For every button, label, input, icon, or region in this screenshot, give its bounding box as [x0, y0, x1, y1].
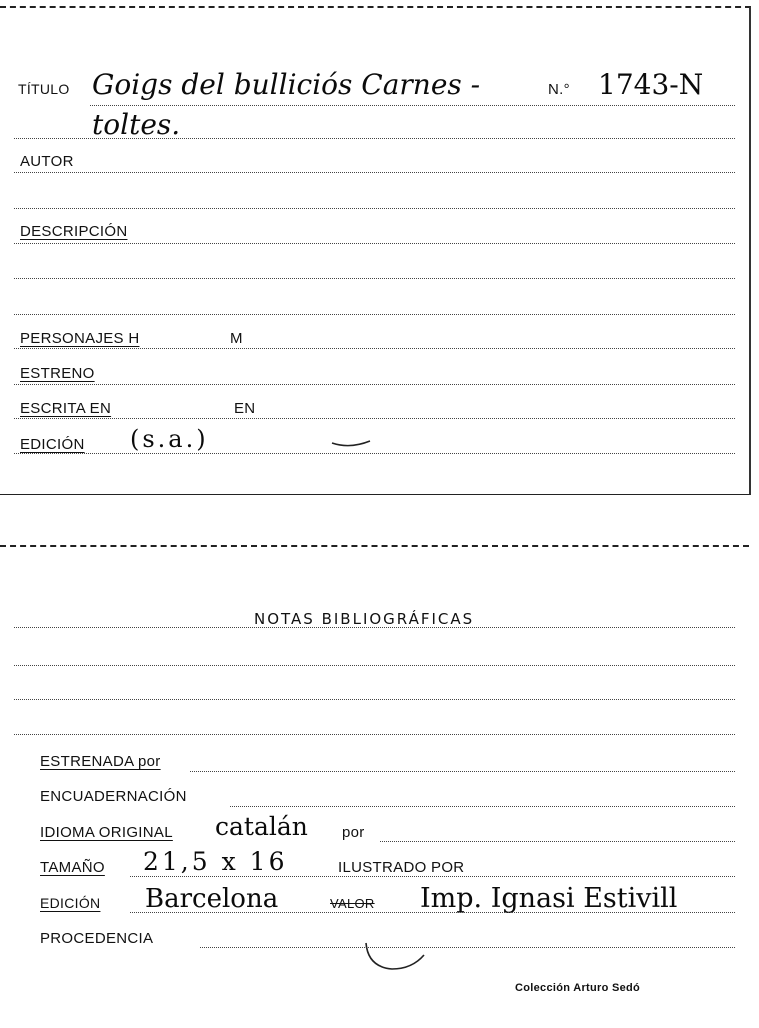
idioma-value: catalán	[215, 812, 308, 841]
procedencia-label: PROCEDENCIA	[40, 930, 154, 947]
notas-bibliograficas-title: NOTAS BIBLIOGRÁFICAS	[254, 610, 475, 628]
personajes-m-label: M	[230, 330, 243, 347]
encuadernacion-label: ENCUADERNACIÓN	[40, 788, 187, 805]
edicion-value-top: (s.a.)	[130, 425, 209, 453]
notas-rule-1	[14, 627, 735, 628]
notas-rule-2	[14, 665, 735, 666]
catalog-card-top	[0, 6, 751, 495]
catalog-card-bottom	[0, 545, 749, 1027]
titulo-label: TÍTULO	[18, 81, 70, 97]
titulo-rule	[90, 105, 735, 106]
autor-label: AUTOR	[20, 153, 74, 170]
estreno-label: ESTRENO	[20, 365, 95, 382]
descripcion-rule-3	[14, 314, 735, 315]
en-label: EN	[234, 400, 256, 417]
idioma-label: IDIOMA ORIGINAL	[40, 824, 173, 841]
tamano-label: TAMAÑO	[40, 859, 105, 876]
blank-rule-1	[14, 208, 735, 209]
estreno-rule	[14, 384, 735, 385]
pencil-mark-bottom	[362, 939, 432, 979]
titulo-value: Goigs del bulliciós Carnes -	[92, 68, 481, 101]
titulo-value-cont: toltes.	[92, 108, 181, 141]
edicion-label-bottom: EDICIÓN	[40, 895, 101, 911]
escrita-rule	[14, 418, 735, 419]
edicion-label-top: EDICIÓN	[20, 436, 85, 453]
edicion-value-bottom: Barcelona	[145, 884, 279, 914]
estrenada-label: ESTRENADA por	[40, 753, 161, 770]
notas-rule-4	[14, 734, 735, 735]
numero-value: 1743-N	[598, 68, 704, 101]
titulo-rule-2	[14, 138, 735, 139]
idioma-rule	[380, 841, 735, 842]
valor-label: VALOR	[330, 896, 375, 911]
descripcion-rule	[14, 243, 735, 244]
escrita-en-label: ESCRITA EN	[20, 400, 112, 417]
procedencia-rule	[200, 947, 735, 948]
notas-rule-3	[14, 699, 735, 700]
encuadernacion-rule	[230, 806, 735, 807]
coleccion-label: Colección Arturo Sedó	[515, 982, 641, 994]
edicion-rule-bottom	[130, 912, 735, 913]
descripcion-rule-2	[14, 278, 735, 279]
estrenada-rule	[190, 771, 735, 772]
numero-label: N.°	[548, 81, 570, 98]
ilustrado-label: ILUSTRADO POR	[338, 859, 465, 876]
descripcion-label: DESCRIPCIÓN	[20, 223, 128, 240]
idioma-por-label: por	[342, 824, 365, 841]
edicion-rule-top	[14, 453, 735, 454]
autor-rule	[14, 172, 735, 173]
personajes-label: PERSONAJES H	[20, 330, 140, 347]
pencil-mark	[330, 433, 375, 453]
valor-value: Imp. Ignasi Estivill	[420, 883, 678, 914]
tamano-rule	[130, 876, 735, 877]
tamano-value: 21,5 x 16	[143, 847, 288, 876]
personajes-rule	[14, 348, 735, 349]
